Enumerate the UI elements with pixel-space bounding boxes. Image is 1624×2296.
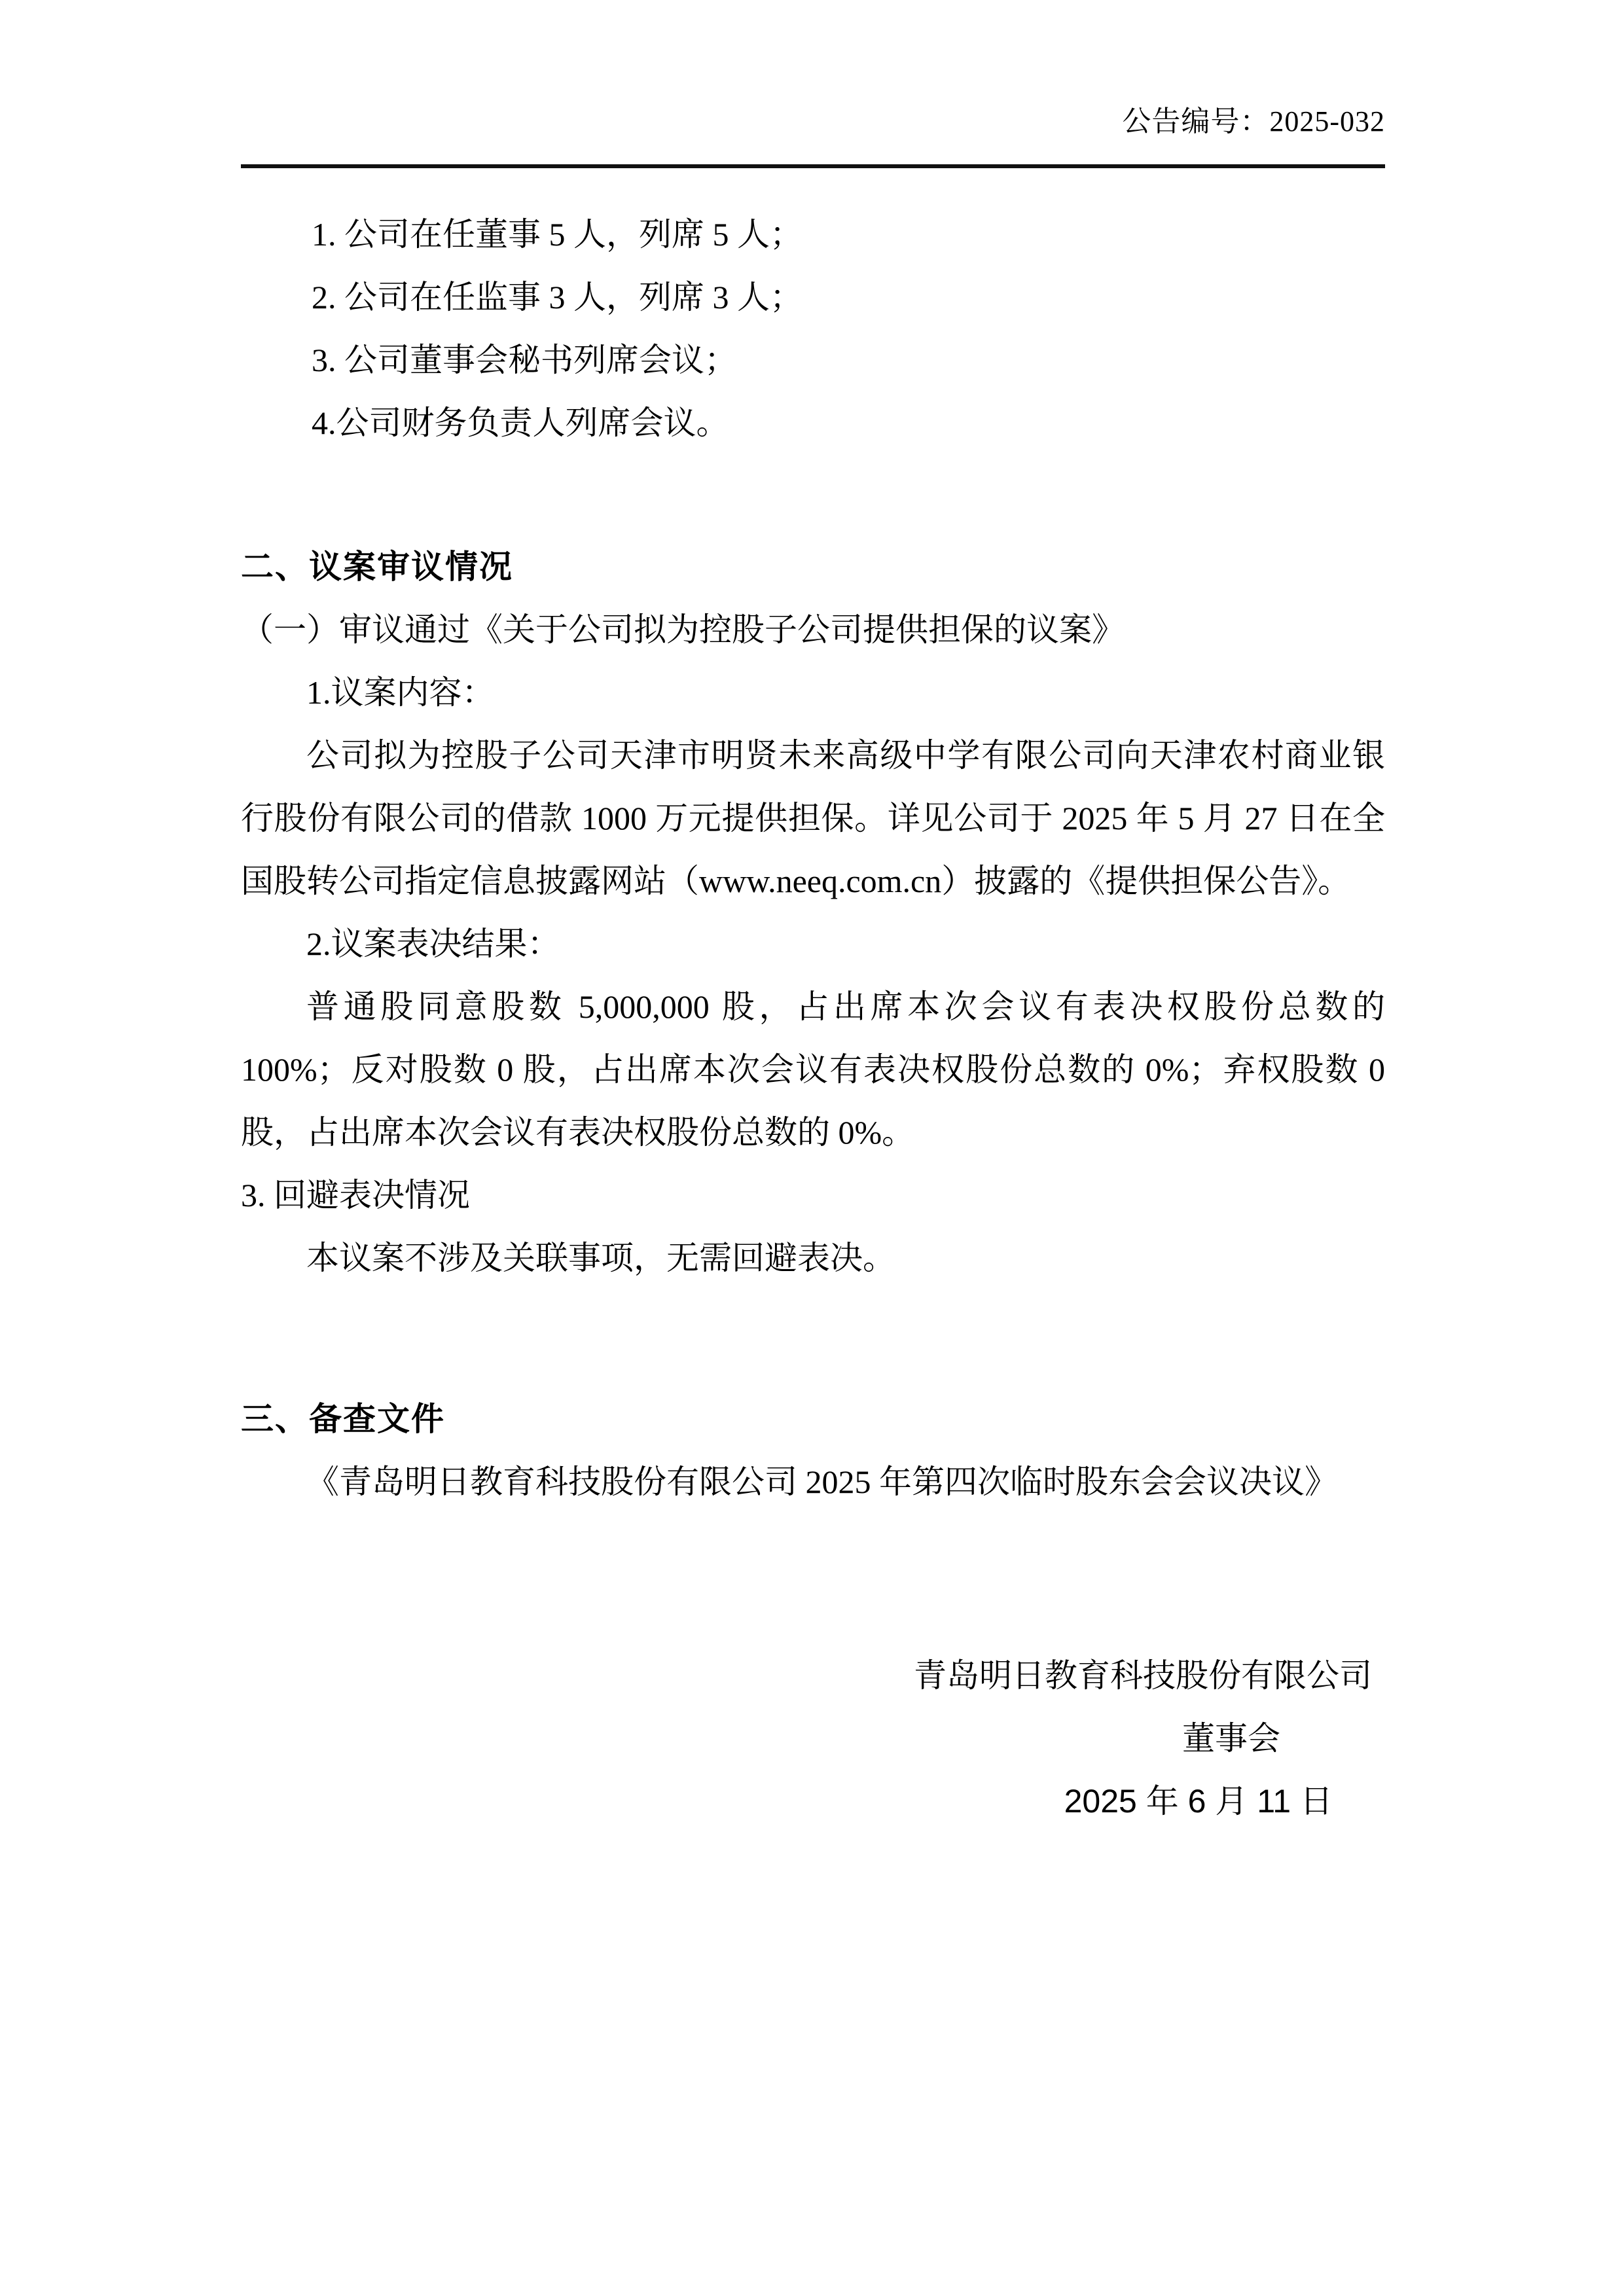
recusal-label: 3. 回避表决情况 xyxy=(241,1177,470,1213)
proposal-content-paragraph: 公司拟为控股子公司天津市明贤未来高级中学有限公司向天津农村商业银行股份有限公司的借款 1000 万元提供担保。详见公司于 2025 年 5 月 27 日在全国股转公司指定信息披露网站（www.neeq.com.cn）披露的《提供担保公告》。 xyxy=(241,737,1385,899)
attendance-item-supervisors: 2. 公司在任监事 3 人，列席 3 人； xyxy=(312,279,803,315)
attendance-item-secretary: 3. 公司董事会秘书列席会议； xyxy=(312,342,737,378)
proposal-content-label: 1.议案内容： xyxy=(306,674,495,711)
signature-signer: 董事会 xyxy=(1182,1720,1280,1757)
header-divider xyxy=(241,164,1385,168)
attendance-item-directors: 1. 公司在任董事 5 人，列席 5 人； xyxy=(312,216,803,253)
signature-date: 2025 年 6 月 11 日 xyxy=(1064,1783,1333,1820)
signature-company: 青岛明日教育科技股份有限公司 xyxy=(914,1657,1372,1694)
section2-subheading: （一）审议通过《关于公司拟为控股子公司提供担保的议案》 xyxy=(241,611,1125,648)
document-body xyxy=(241,203,1385,1833)
attendance-item-cfo: 4.公司财务负责人列席会议。 xyxy=(312,404,729,441)
announcement-number: 公告编号：2025-032 xyxy=(1122,105,1385,137)
signature-block xyxy=(241,1644,1385,1833)
reference-document: 《青岛明日教育科技股份有限公司 2025 年第四次临时股东会会议决议》 xyxy=(306,1463,1337,1500)
section2-heading: 二、议案审议情况 xyxy=(241,548,513,585)
voting-result-label: 2.议案表决结果： xyxy=(306,925,560,962)
voting-result-paragraph: 普通股同意股数 5,000,000 股，占出席本次会议有表决权股份总数的 100%；反对股数 0 股，占出席本次会议有表决权股份总数的 0%；弃权股数 0 股，占出席本次会议有表决权股份总数的 0%。 xyxy=(241,988,1385,1151)
recusal-paragraph: 本议案不涉及关联事项，无需回避表决。 xyxy=(306,1240,895,1276)
section3-heading: 三、备查文件 xyxy=(241,1401,445,1437)
